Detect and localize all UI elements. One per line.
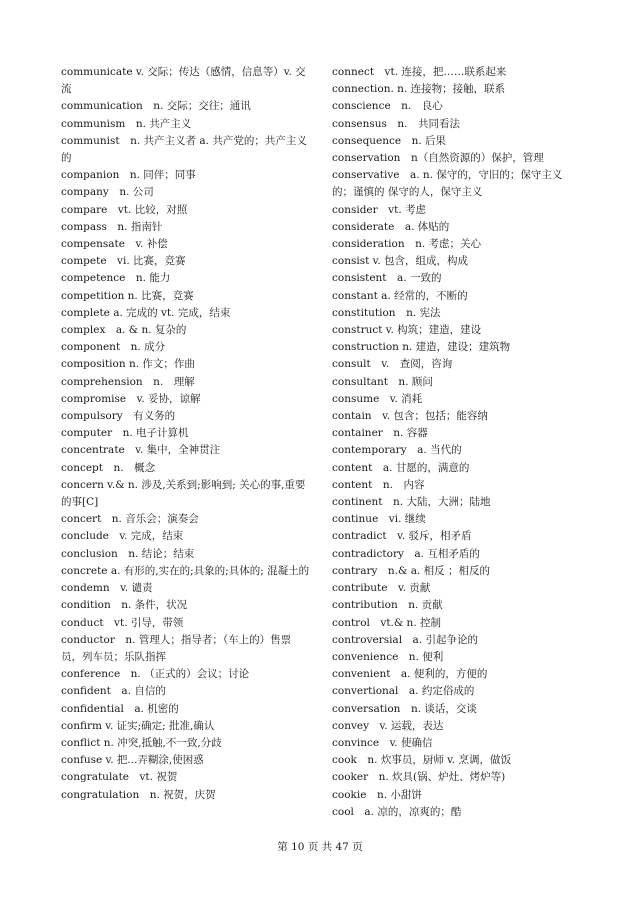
vocab-entry: confident a. 自信的 bbox=[61, 685, 166, 698]
vocab-entry: communication n. 交际；交往；通讯 bbox=[61, 100, 251, 113]
vocab-entry: condition n. 条件，状况 bbox=[61, 599, 188, 612]
vocab-entry: convenience n. 便利 bbox=[332, 650, 444, 663]
vocab-entry: conference n. （正式的）会议；讨论 bbox=[61, 668, 250, 681]
vocab-entry: communist n. 共产主义者 a. 共产党的；共产主义的 bbox=[61, 134, 307, 165]
page-footer: 第 10 页 共 47 页 bbox=[277, 841, 363, 853]
vocab-entry: container n. 容器 bbox=[332, 427, 428, 440]
vocab-entry: constant a. 经常的，不断的 bbox=[332, 289, 468, 302]
vocab-entry: confirm v. 证实;确定; 批准,确认 bbox=[61, 719, 215, 732]
vocab-entry: conduct vt. 引导，带领 bbox=[61, 616, 184, 629]
vocab-entry: compensate v. 补偿 bbox=[61, 238, 168, 251]
vocab-entry: consume v. 消耗 bbox=[332, 392, 423, 405]
vocab-entry: conscience n. 良心 bbox=[332, 100, 443, 113]
vocab-entry: composition n. 作文；作曲 bbox=[61, 358, 195, 371]
vocab-entry: cooker n. 炊具(锅、炉灶、烤炉等) bbox=[332, 771, 506, 784]
vocab-entry: considerate a. 体贴的 bbox=[332, 220, 450, 233]
vocab-entry: condemn v. 谴责 bbox=[61, 582, 153, 595]
vocab-entry: conflict n. 冲突,抵触,不一致,分歧 bbox=[61, 736, 222, 749]
vocab-entry: compulsory 有义务的 bbox=[61, 410, 176, 423]
vocab-entry: constitution n. 宪法 bbox=[332, 306, 441, 319]
vocab-entry: conversation n. 谈话，交谈 bbox=[332, 702, 477, 715]
vocab-entry: consistent a. 一致的 bbox=[332, 272, 442, 285]
vocab-entry: contradict v. 驳斥，相矛盾 bbox=[332, 530, 472, 543]
vocab-entry: convey v. 运载，表达 bbox=[332, 719, 444, 732]
vocab-entry: consist v. 包含，组成，构成 bbox=[332, 255, 469, 268]
vocab-entry: contain v. 包含；包括；能容纳 bbox=[332, 410, 488, 423]
vocab-entry: confidential a. 机密的 bbox=[61, 702, 179, 715]
vocab-entry: competition n. 比赛，竞赛 bbox=[61, 289, 194, 302]
vocab-entry: consultant n. 顾问 bbox=[332, 375, 433, 388]
vocab-entry: contemporary a. 当代的 bbox=[332, 444, 462, 457]
vocab-entry: confuse v. 把...弄糊涂,使困惑 bbox=[61, 754, 204, 767]
vocab-entry: congratulation n. 祝贺，庆贺 bbox=[61, 788, 216, 801]
vocab-entry: construct v. 构筑；建造，建设 bbox=[332, 324, 482, 337]
vocab-entry: concern v.& n. 涉及,关系到;影响到; 关心的事,重要的事[C] bbox=[61, 478, 306, 509]
right-column bbox=[332, 64, 582, 821]
vocab-entry: consider vt. 考虑 bbox=[332, 203, 426, 216]
vocab-entry: communism n. 共产主义 bbox=[61, 117, 192, 130]
vocab-entry: conductor n. 管理人；指导者；（车上的）售票员，列车员；乐队指挥 bbox=[61, 633, 292, 663]
vocab-entry: convertional a. 约定俗成的 bbox=[332, 685, 475, 698]
vocab-entry: cool a. 凉的，凉爽的；酷 bbox=[332, 805, 462, 818]
vocab-entry: consideration n. 考虑；关心 bbox=[332, 238, 482, 251]
vocab-entry: compromise v. 妥协，谅解 bbox=[61, 392, 201, 405]
vocab-entry: continue vi. 继续 bbox=[332, 513, 426, 526]
vocab-entry: content a. 甘愿的，满意的 bbox=[332, 461, 470, 474]
vocab-entry: connection. n. 连接物；接触，联系 bbox=[332, 83, 506, 96]
vocab-entry: concept n. 概念 bbox=[61, 461, 156, 474]
vocab-entry: conclude v. 完成，结束 bbox=[61, 530, 184, 543]
vocab-entry: communicate v. 交际；传达（感情，信息等）v. 交流 bbox=[61, 66, 306, 96]
vocab-entry: conservation n（自然资源的）保护，管理 bbox=[332, 152, 544, 165]
vocab-entry: congratulate vt. 祝贺 bbox=[61, 771, 178, 784]
vocab-entry: companion n. 同伴；同事 bbox=[61, 169, 196, 182]
vocab-entry: contribution n. 贡献 bbox=[332, 599, 443, 612]
vocab-entry: consensus n. 共同看法 bbox=[332, 117, 460, 130]
vocab-entry: convenient a. 便利的，方便的 bbox=[332, 668, 488, 681]
vocab-entry: compass n. 指南针 bbox=[61, 220, 163, 233]
vocab-entry: content n. 内容 bbox=[332, 478, 425, 491]
vocab-entry: contribute v. 贡献 bbox=[332, 582, 431, 595]
vocab-entry: control vt.& n. 控制 bbox=[332, 616, 441, 629]
vocab-entry: compare vt. 比较，对照 bbox=[61, 203, 188, 216]
vocab-entry: complex a. & n. 复杂的 bbox=[61, 324, 187, 337]
vocab-entry: consult v. 查阅，咨询 bbox=[332, 358, 453, 371]
vocab-entry: concrete a. 有形的,实在的;具象的;具体的; 混凝土的 bbox=[61, 564, 310, 577]
vocab-entry: contradictory a. 互相矛盾的 bbox=[332, 547, 480, 560]
vocab-entry: compete vi. 比赛，竞赛 bbox=[61, 255, 186, 268]
vocab-entry: concentrate v. 集中，全神贯注 bbox=[61, 444, 221, 457]
vocab-entry: contrary n.& a. 相反 ；相反的 bbox=[332, 564, 490, 577]
vocab-entry: comprehension n. 理解 bbox=[61, 375, 195, 388]
vocab-entry: continent n. 大陆，大洲；陆地 bbox=[332, 496, 491, 509]
vocab-entry: convince v. 使确信 bbox=[332, 736, 433, 749]
vocab-entry: competence n. 能力 bbox=[61, 272, 171, 285]
vocab-entry: construction n. 建造，建设；建筑物 bbox=[332, 341, 511, 354]
vocab-entry: cook n. 炊事员，厨师 v. 烹调，做饭 bbox=[332, 754, 512, 767]
left-column bbox=[61, 64, 310, 804]
vocab-entry: conservative a. n. 保守的，守旧的；保守主义的；谨慎的 保守的人，保守主义 bbox=[332, 169, 563, 199]
vocab-entry: conclusion n. 结论；结束 bbox=[61, 547, 195, 560]
vocab-entry: component n. 成分 bbox=[61, 341, 166, 354]
vocab-entry: controversial a. 引起争论的 bbox=[332, 633, 478, 646]
vocab-entry: concert n. 音乐会；演奏会 bbox=[61, 513, 199, 526]
vocab-entry: consequence n. 后果 bbox=[332, 134, 447, 147]
vocab-entry: complete a. 完成的 vt. 完成，结束 bbox=[61, 306, 231, 319]
vocab-entry: connect vt. 连接，把……联系起来 bbox=[332, 66, 507, 78]
vocab-entry: company n. 公司 bbox=[61, 186, 154, 199]
vocab-entry: cookie n. 小甜饼 bbox=[332, 788, 422, 801]
vocab-entry: computer n. 电子计算机 bbox=[61, 427, 189, 440]
